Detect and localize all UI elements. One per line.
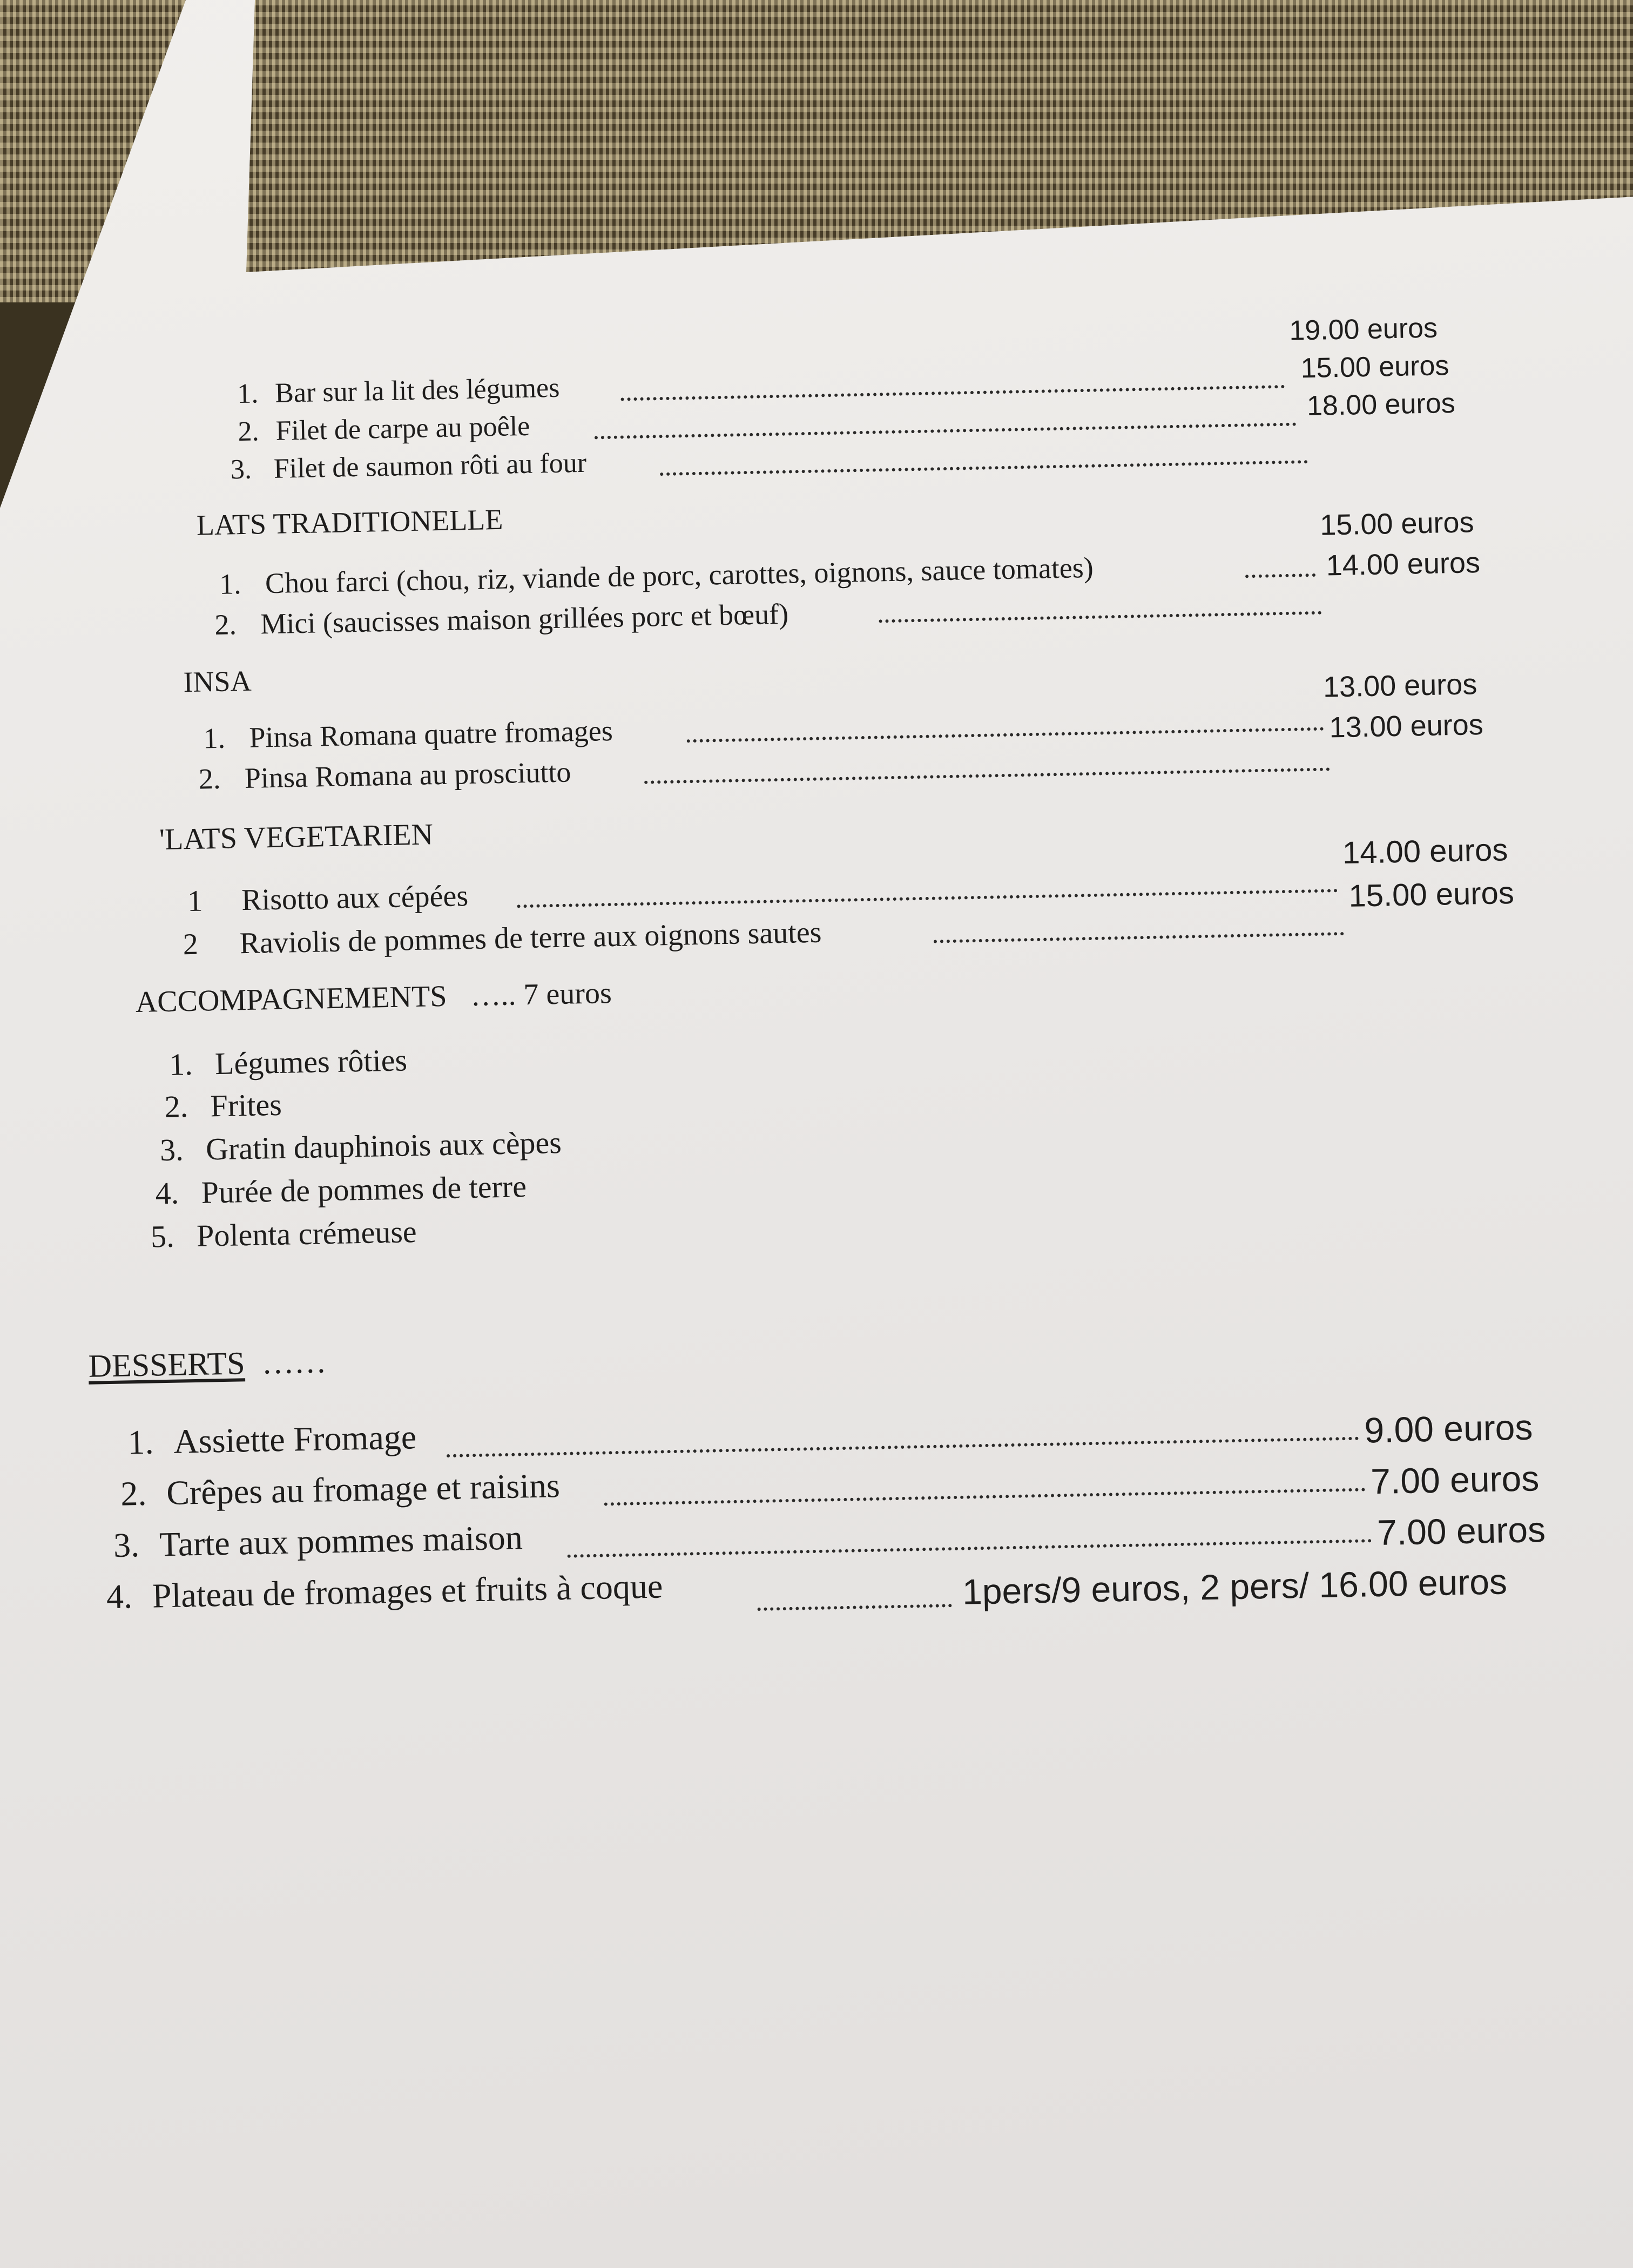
item-number: 2.	[214, 608, 237, 642]
leader-dots	[660, 460, 1308, 476]
leader-dots	[621, 385, 1285, 401]
section-heading: INSA	[183, 664, 252, 699]
item-number: 1.	[237, 378, 259, 410]
item-number: 3.	[113, 1526, 140, 1564]
item-price: 15.00 euros	[1348, 875, 1515, 914]
item-price: 1pers/9 euros, 2 pers/ 16.00 euros	[962, 1561, 1508, 1612]
item-name: Risotto aux cépées	[241, 879, 469, 917]
item-number: 2	[183, 927, 199, 962]
leader-dots	[568, 1539, 1372, 1558]
item-price: 7.00 euros	[1370, 1458, 1540, 1502]
section-heading-title: DESSERTS	[88, 1345, 246, 1384]
leader-dots	[447, 1437, 1359, 1457]
item-number: 1	[187, 884, 203, 919]
leader-dots	[604, 1488, 1366, 1506]
leader-dots	[687, 727, 1324, 743]
item-price: 15.00 euros	[1319, 506, 1475, 542]
item-name: Filet de saumon rôti au four	[273, 447, 587, 484]
item-price: 9.00 euros	[1364, 1407, 1534, 1450]
item-price: 14.00 euros	[1326, 546, 1481, 582]
leader-dots	[517, 889, 1338, 908]
item-name: Filet de carpe au poêle	[275, 410, 530, 447]
item-name: Polenta crémeuse	[196, 1214, 417, 1253]
item-number: 1.	[219, 568, 242, 600]
item-number: 2.	[120, 1474, 147, 1513]
item-price: 13.00 euros	[1322, 668, 1477, 704]
item-number: 4.	[106, 1577, 133, 1616]
leader-dots	[758, 1604, 952, 1611]
leader-dots	[934, 932, 1344, 943]
item-number: 2.	[198, 762, 221, 795]
section-heading-dots: ……	[261, 1344, 327, 1381]
item-name: Gratin dauphinois aux cèpes	[205, 1124, 562, 1167]
item-price: 7.00 euros	[1376, 1509, 1546, 1553]
item-number: 3.	[230, 454, 252, 485]
item-name: Raviolis de pommes de terre aux oignons sautes	[239, 915, 822, 961]
item-number: 4.	[155, 1175, 179, 1211]
section-heading	[135, 976, 612, 1020]
item-price: 15.00 euros	[1300, 350, 1449, 384]
item-name: Légumes rôties	[214, 1042, 408, 1082]
section-heading-title: ACCOMPAGNEMENTS	[135, 979, 448, 1019]
item-number: 1.	[203, 721, 226, 755]
item-name: Pinsa Romana au prosciutto	[244, 755, 571, 795]
item-price: 13.00 euros	[1328, 708, 1484, 744]
item-name: Frites	[210, 1086, 282, 1124]
item-number: 5.	[150, 1218, 175, 1254]
item-price: 14.00 euros	[1342, 832, 1508, 871]
item-number: 1.	[168, 1046, 193, 1082]
section-heading: 'LATS VEGETARIEN	[159, 818, 434, 857]
item-number: 1.	[127, 1422, 154, 1462]
leader-dots	[1245, 573, 1315, 578]
item-name: Purée de pommes de terre	[201, 1169, 527, 1210]
item-name: Bar sur la lit des légumes	[274, 372, 560, 409]
section-heading-price: ….. 7 euros	[470, 976, 612, 1013]
item-name: Assiette Fromage	[173, 1418, 417, 1461]
item-name: Pinsa Romana quatre fromages	[248, 714, 613, 754]
item-name: Plateau de fromages et fruits à coque	[152, 1567, 663, 1615]
leader-dots	[644, 767, 1330, 784]
item-price: 19.00 euros	[1288, 312, 1438, 347]
leader-dots	[879, 611, 1321, 623]
item-name: Crêpes au fromage et raisins	[166, 1466, 561, 1513]
section-heading	[88, 1343, 327, 1385]
leader-dots	[595, 423, 1297, 440]
item-name: Chou farci (chou, riz, viande de porc, carottes, oignons, sauce tomates)	[265, 551, 1094, 600]
item-number: 2.	[238, 416, 260, 448]
item-number: 2.	[164, 1089, 188, 1124]
item-price: 18.00 euros	[1306, 387, 1456, 422]
item-name: Tarte aux pommes maison	[159, 1518, 523, 1564]
section-heading: LATS TRADITIONELLE	[196, 503, 503, 542]
item-name: Mici (saucisses maison grillées porc et bœuf)	[260, 597, 789, 640]
item-number: 3.	[159, 1132, 184, 1168]
